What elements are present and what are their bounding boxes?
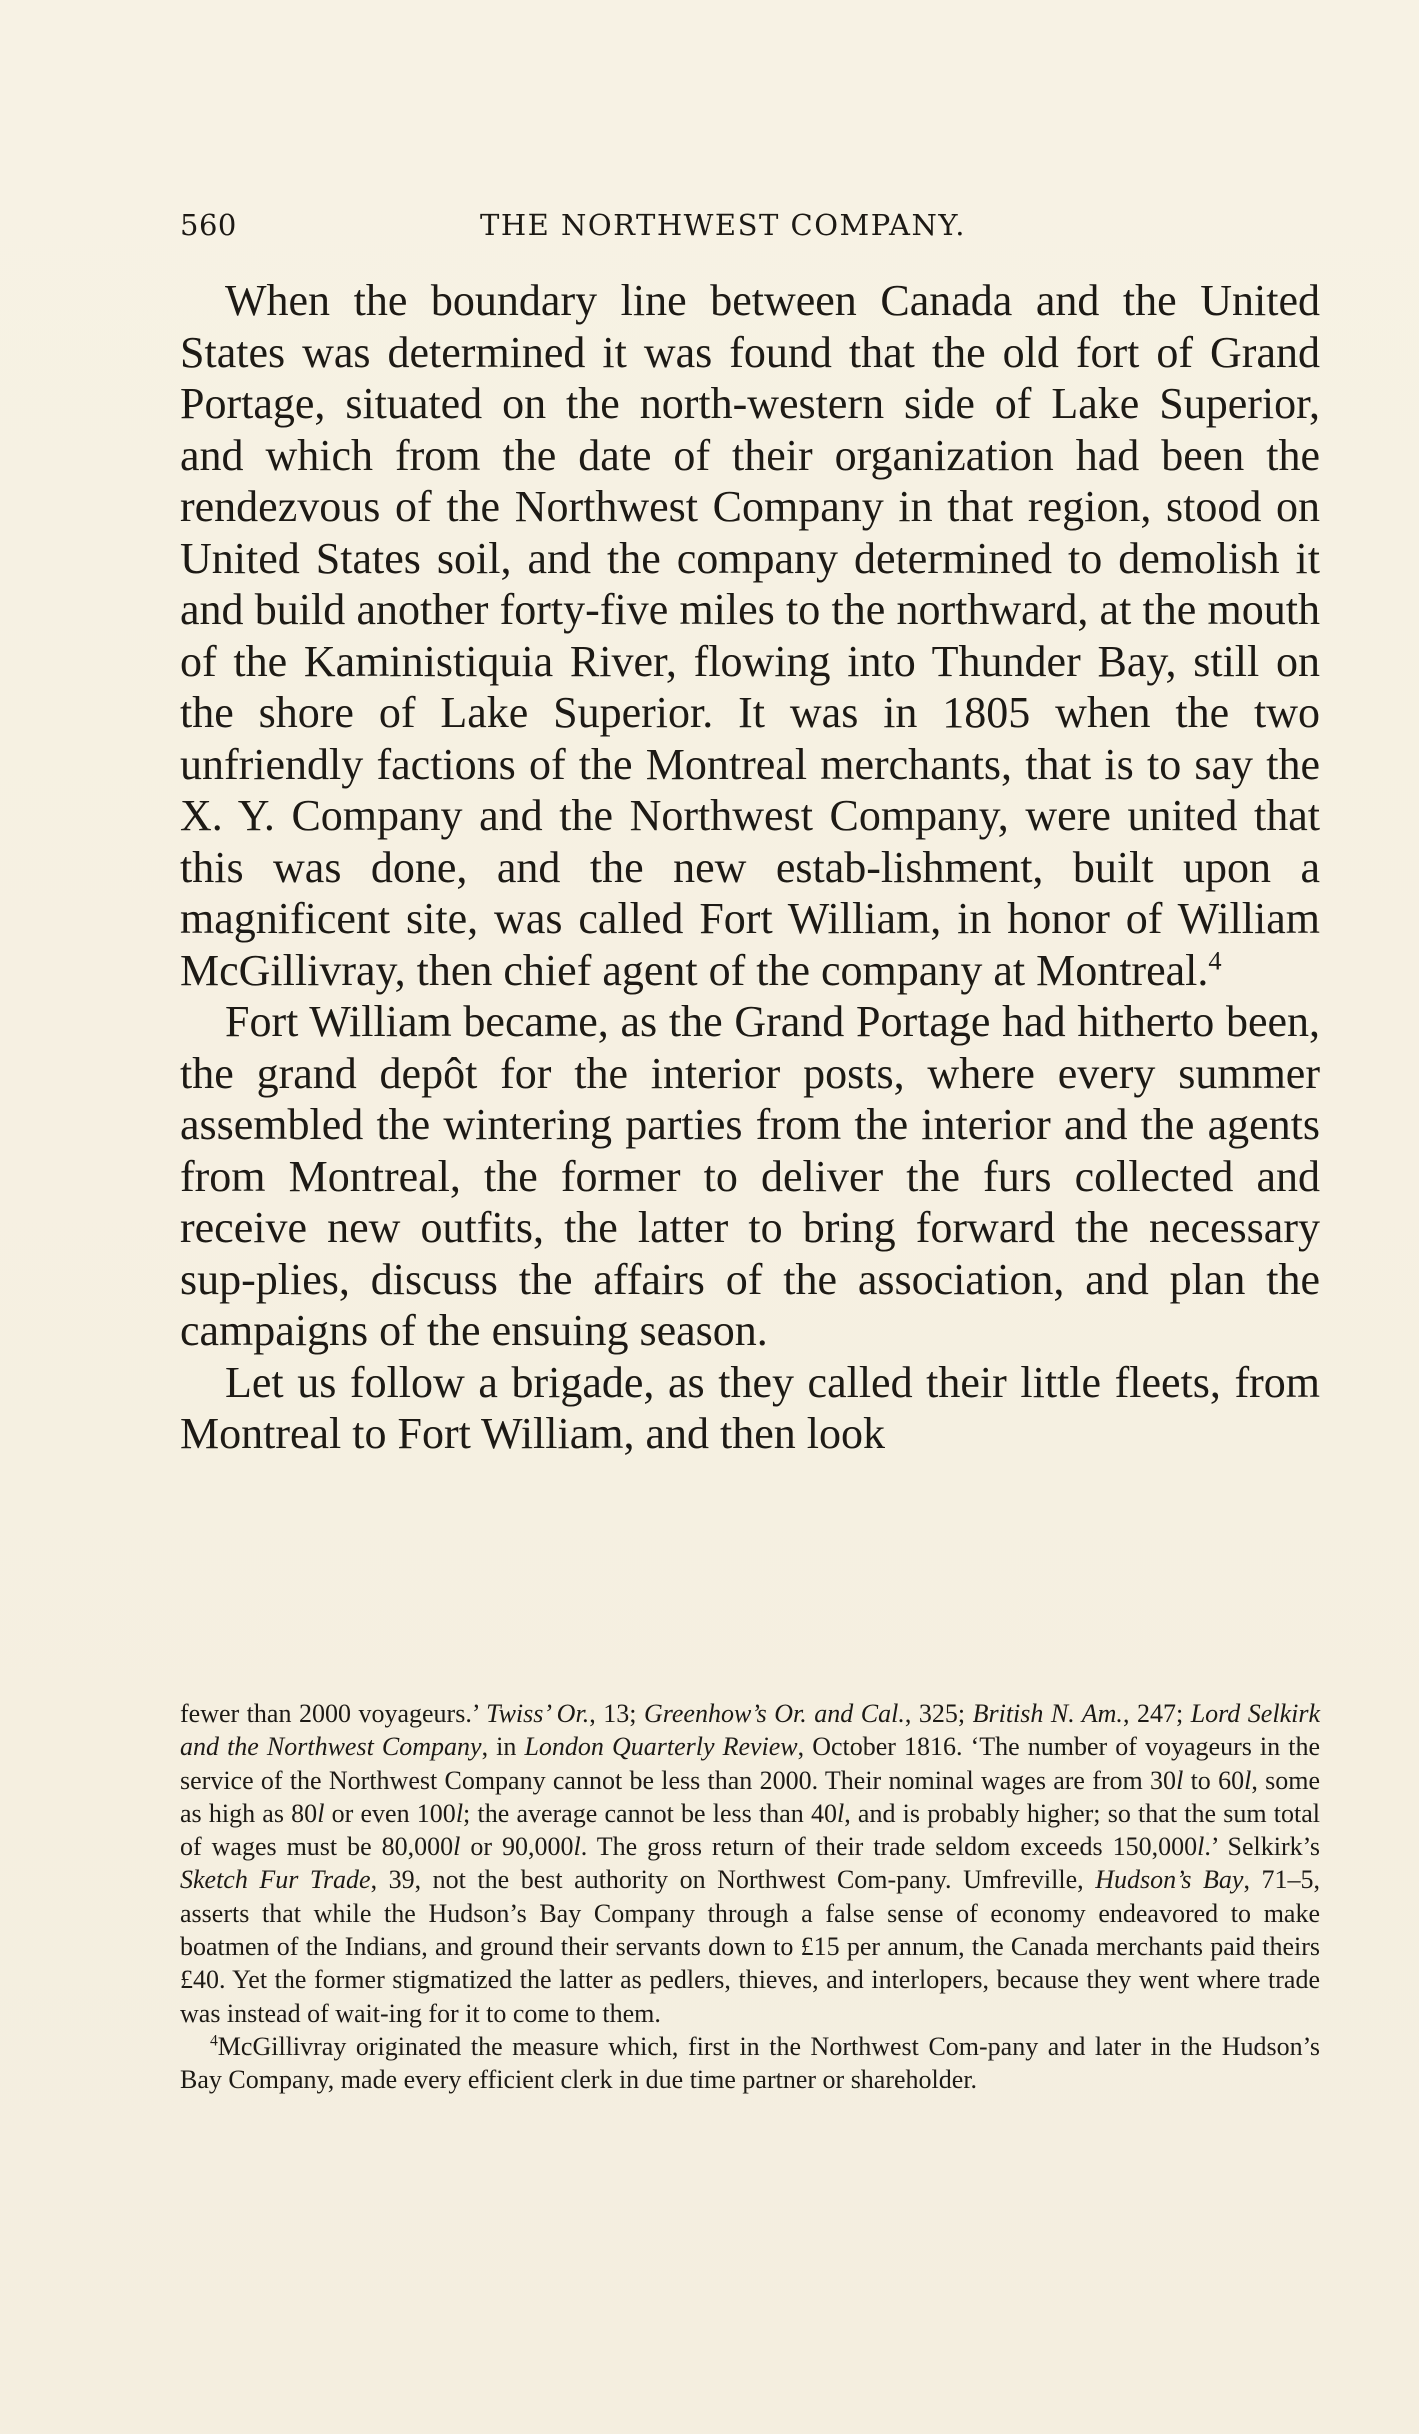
fn-unit: l — [573, 1832, 581, 1862]
page-number: 560 — [180, 208, 237, 242]
main-text — [180, 275, 1320, 1460]
footnote-4-text: McGillivray originated the measure which, first in the Northwest Com-pany and later in the Hudson’s Bay Company, made every efficient clerk in due time partner or shareholder. — [180, 2031, 1320, 2095]
fn-unit: l — [455, 1798, 464, 1828]
footnotes — [180, 1697, 1320, 2097]
fn-unit: l — [1197, 1832, 1205, 1862]
fn-unit: l — [1176, 1765, 1184, 1795]
fn-text: ; the average cannot be less than 40 — [463, 1798, 837, 1828]
fn-text: , in — [481, 1732, 525, 1762]
fn-text: , 325; — [904, 1699, 973, 1728]
fn-text: , some as high as 80 — [180, 1765, 1320, 1828]
footnote-continued — [180, 1697, 1320, 2030]
paragraph-2: Fort William became, as the Grand Portage had hitherto been, the grand depôt for the interior posts, where every summer assembled the wintering parties from the interior and the agents from Montreal, the former to deliver the furs collected and receive new outfits, the latter to bring forward the necessary sup-plies, discuss the affairs of the association, and plan the campaigns of the ensuing season. — [180, 997, 1320, 1355]
fn-text: or even 100 — [324, 1798, 456, 1828]
fn-text: fewer than 2000 voyageurs.’ — [180, 1699, 487, 1728]
running-head: THE NORTHWEST COMPANY. — [480, 208, 966, 242]
fn-text: .’ Selkirk’s — [1204, 1832, 1320, 1862]
paragraph-1-text: When the boundary line between Canada and the United States was determined it was found that the old fort of Grand Portage, situated on the north-western side of Lake Superior, and which from the date of their organization had been the rendezvous of the Northwest Company in that region, stood on United States soil, and the company determined to demolish it and build another forty-five miles to the northward, at the mouth of the Kaministiquia River, flowing into Thunder Bay, still on the shore of Lake Superior. It was in 1805 when the two unfriendly factions of the Montreal merchants, that is to say the X. Y. Company and the Northwest Company, were united that this was done, and the new estab-lishment, built upon a magnificent site, was called Fort William, in honor of William McGillivray, then chief agent of the company at Montreal. — [180, 276, 1320, 995]
fn-text: . The gross return of their trade seldom exceeds 150,000 — [580, 1832, 1198, 1862]
paragraph-1 — [180, 275, 1320, 996]
footnote-4 — [180, 2030, 1320, 2097]
fn-text: , 13; — [589, 1699, 644, 1728]
fn-citation: London Quarterly Review — [524, 1732, 798, 1762]
fn-text: , 247; — [1122, 1699, 1191, 1728]
fn-citation: Sketch Fur Trade — [180, 1865, 371, 1895]
fn-unit: l — [453, 1832, 461, 1862]
fn-citation: Twiss’ Or. — [486, 1699, 590, 1728]
fn-unit: l — [1244, 1765, 1252, 1795]
paragraph-3: Let us follow a brigade, as they called their little fleets, from Montreal to Fort William, and then look — [180, 1357, 1320, 1458]
fn-text: , October 1816. ‘The number of voyageurs in the service of the Northwest Company cannot be less than 2000. Their nominal wages are from 30 — [180, 1732, 1320, 1795]
fn-text: , and is probably higher; so that the sum total of wages must be 80,000 — [180, 1798, 1320, 1862]
fn-unit: l — [317, 1798, 325, 1828]
fn-citation: British N. Am. — [972, 1699, 1123, 1728]
fn-text: , 39, not the best authority on Northwest Com-pany. Umfreville, — [370, 1865, 1096, 1895]
fn-citation: Greenhow’s Or. and Cal. — [643, 1699, 905, 1728]
footnote-4-marker: 4 — [210, 2032, 218, 2050]
fn-citation: Hudson’s Bay — [1095, 1865, 1244, 1895]
fn-text: to 60 — [1183, 1765, 1245, 1795]
fn-text: or 90,000 — [460, 1832, 574, 1862]
page-header — [180, 208, 1320, 248]
fn-text: , 71–5, asserts that while the Hudson’s Bay Company through a false sense of economy endeavored to make boatmen of the Indians, and ground their servants down to £15 per annum, the Canada merchants paid theirs £40. Yet the former stigmatized the latter as pedlers, thieves, and interlopers, because they went where trade was instead of wait-ing for it to come to them. — [180, 1865, 1321, 2028]
fn-unit: l — [836, 1798, 845, 1828]
fn-citation: Lord Selkirk and the Northwest Company — [180, 1699, 1320, 1762]
footnote-ref-4: 4 — [1208, 944, 1222, 975]
